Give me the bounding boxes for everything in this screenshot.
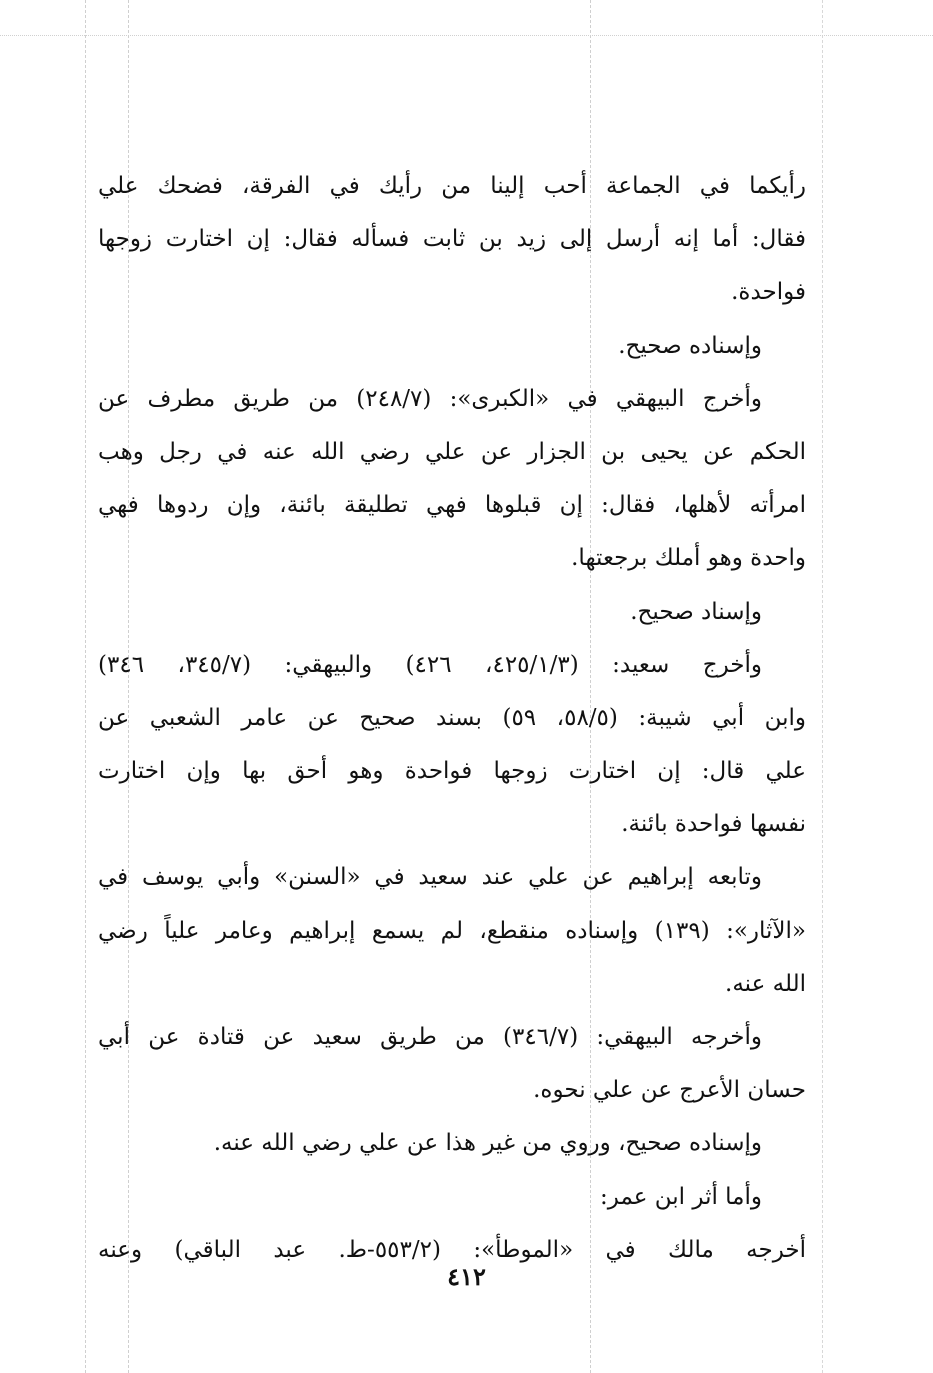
text-line: وأخرج البيهقي في «الكبرى»: (٢٤٨/٧) من طريق مطرف عن	[98, 385, 762, 412]
text-line: وإسناد صحيح.	[630, 598, 762, 625]
text-line: أخرجه مالك في «الموطأ»: (٥٥٣/٢-ط. عبد الباقي) وعنه	[98, 1236, 806, 1263]
text-line: وابن أبي شيبة: (٥٨/٥، ٥٩) بسند صحيح عن عامر الشعبي عن	[98, 704, 806, 731]
text-line: امرأته لأهلها، فقال: إن قبلوها فهي تطليقة بائنة، وإن ردوها فهي	[98, 492, 806, 519]
text-line: نفسها فواحدة بائنة.	[621, 811, 806, 838]
text-line: وتابعه إبراهيم عن علي عند سعيد في «السنن» وأبي يوسف في	[98, 864, 762, 891]
text-line: فواحدة.	[731, 279, 806, 306]
text-line: «الآثار»: (١٣٩) وإسناده منقطع، لم يسمع إبراهيم وعامر علياً رضي	[98, 917, 806, 944]
text-line: وإسناده صحيح.	[618, 332, 762, 359]
scan-guide-line	[0, 35, 933, 36]
text-line: الحكم عن يحيى بن الجزار عن علي رضي الله عنه في رجل وهب	[98, 438, 806, 465]
text-line: حسان الأعرج عن علي نحوه.	[533, 1077, 806, 1104]
text-line: علي قال: إن اختارت زوجها فواحدة وهو أحق بها وإن اختارت	[98, 758, 806, 785]
text-line: فقال: أما إنه أرسل إلى زيد بن ثابت فسأله فقال: إن اختارت زوجها	[98, 226, 806, 253]
text-line: وأخرج سعيد: (٤٢٥/١/٣، ٤٢٦) والبيهقي: (٣٤٥/٧، ٣٤٦)	[98, 651, 763, 678]
text-line: وأما أثر ابن عمر:	[600, 1183, 762, 1210]
text-line: الله عنه.	[725, 970, 806, 997]
text-line: وإسناده صحيح، وروي من غير هذا عن علي رضي الله عنه.	[213, 1130, 762, 1157]
text-line: رأيكما في الجماعة أحب إلينا من رأيك في الفرقة، فضحك علي	[98, 173, 806, 199]
scan-guide-line	[822, 0, 823, 1373]
page-number: ٤١٢	[447, 1262, 486, 1291]
body-text	[98, 160, 806, 1277]
text-line: واحدة وهو أملك برجعتها.	[571, 545, 806, 572]
text-line: وأخرجه البيهقي: (٣٤٦/٧) من طريق سعيد عن قتادة عن أبي	[98, 1024, 763, 1050]
scan-guide-line	[85, 0, 86, 1373]
